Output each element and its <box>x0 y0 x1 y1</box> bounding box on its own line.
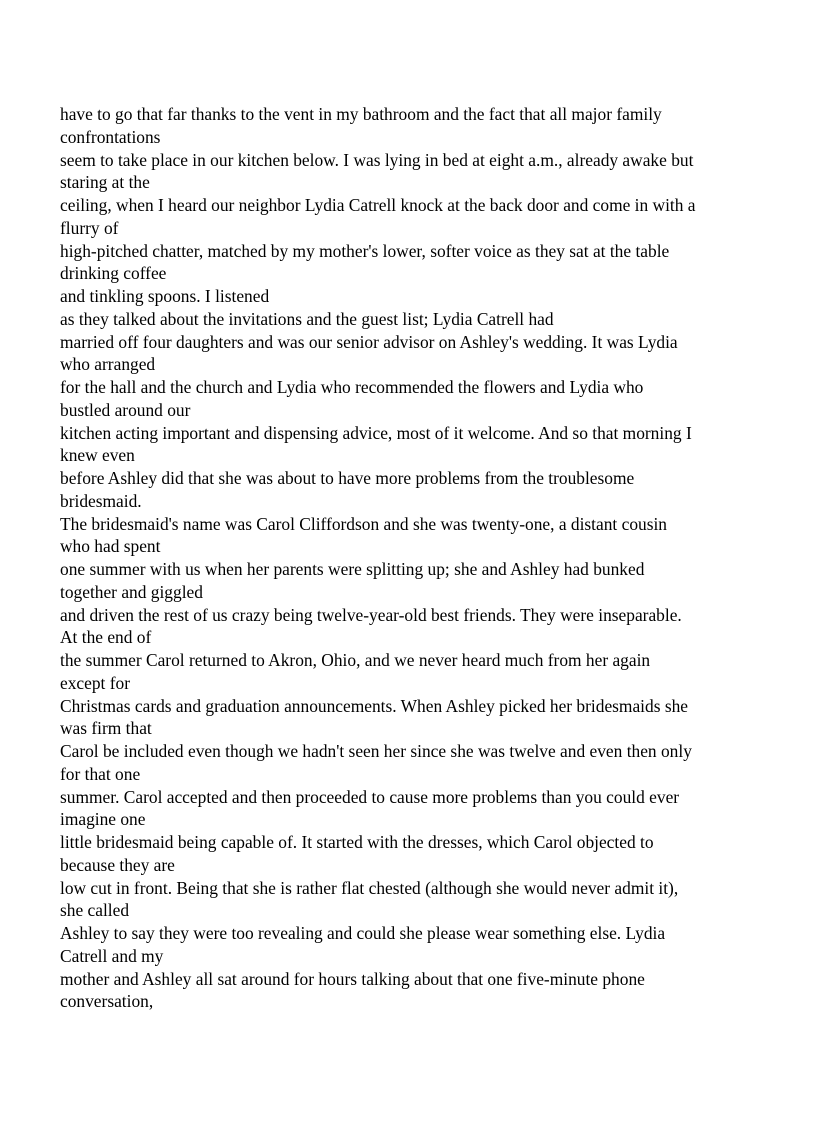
text-line: knew even <box>60 445 135 466</box>
text-line: one summer with us when her parents were splitting up; she and Ashley had bunked <box>60 559 645 579</box>
text-line: bustled around our <box>60 399 191 420</box>
text-line: drinking coffee <box>60 263 167 284</box>
text-line: summer. Carol accepted and then proceeded to cause more problems than you could ever <box>60 786 680 807</box>
text-line: she called <box>60 900 130 921</box>
text-line: Ashley to say they were too revealing and could she please wear something else. Lydia <box>60 923 666 943</box>
text-line: staring at the <box>60 172 150 193</box>
text-line: was firm that <box>60 718 152 739</box>
text-line: At the end of <box>60 627 152 648</box>
text-line: the summer Carol returned to Akron, Ohio, and we never heard much from her again <box>60 650 651 670</box>
text-line: who arranged <box>60 354 156 375</box>
text-line: ceiling, when I heard our neighbor Lydia Catrell knock at the back door and come in with a <box>60 195 696 215</box>
text-line: Christmas cards and graduation announcements. When Ashley picked her bridesmaids she <box>60 695 688 716</box>
body-text <box>60 103 760 1013</box>
text-line: bridesmaid. <box>60 490 142 511</box>
text-line: together and giggled <box>60 581 203 602</box>
text-line: and tinkling spoons. I listened <box>60 286 270 306</box>
text-line: before Ashley did that she was about to have more problems from the troublesome <box>60 468 635 488</box>
text-line: who had spent <box>60 536 161 557</box>
text-line: have to go that far thanks to the vent in my bathroom and the fact that all major family <box>60 104 662 124</box>
text-line: high-pitched chatter, matched by my mother's lower, softer voice as they sat at the table <box>60 240 670 261</box>
text-line: for that one <box>60 763 141 784</box>
text-line: confrontations <box>60 126 161 147</box>
text-line: and driven the rest of us crazy being twelve-year-old best friends. They were inseparable. <box>60 604 682 625</box>
text-line: except for <box>60 672 131 693</box>
text-line: mother and Ashley all sat around for hours talking about that one five-minute phone <box>60 968 645 989</box>
text-line: as they talked about the invitations and the guest list; Lydia Catrell had <box>60 308 554 329</box>
text-line: conversation, <box>60 991 154 1012</box>
text-line: because they are <box>60 854 175 875</box>
text-line: little bridesmaid being capable of. It started with the dresses, which Carol objected to <box>60 832 654 852</box>
text-line: Carol be included even though we hadn't seen her since she was twelve and even then only <box>60 741 692 761</box>
text-line: married off four daughters and was our senior advisor on Ashley's wedding. It was Lydia <box>60 331 678 352</box>
text-line: low cut in front. Being that she is rather flat chested (although she would never admit it), <box>60 877 679 898</box>
text-line: flurry of <box>60 217 119 238</box>
text-line: for the hall and the church and Lydia who recommended the flowers and Lydia who <box>60 377 644 397</box>
text-line: The bridesmaid's name was Carol Cliffordson and she was twenty-one, a distant cousin <box>60 513 668 534</box>
text-line: imagine one <box>60 809 146 830</box>
text-line: Catrell and my <box>60 945 164 966</box>
text-line: seem to take place in our kitchen below. I was lying in bed at eight a.m., already awake but <box>60 149 694 170</box>
text-line: kitchen acting important and dispensing advice, most of it welcome. And so that morning I <box>60 422 692 443</box>
